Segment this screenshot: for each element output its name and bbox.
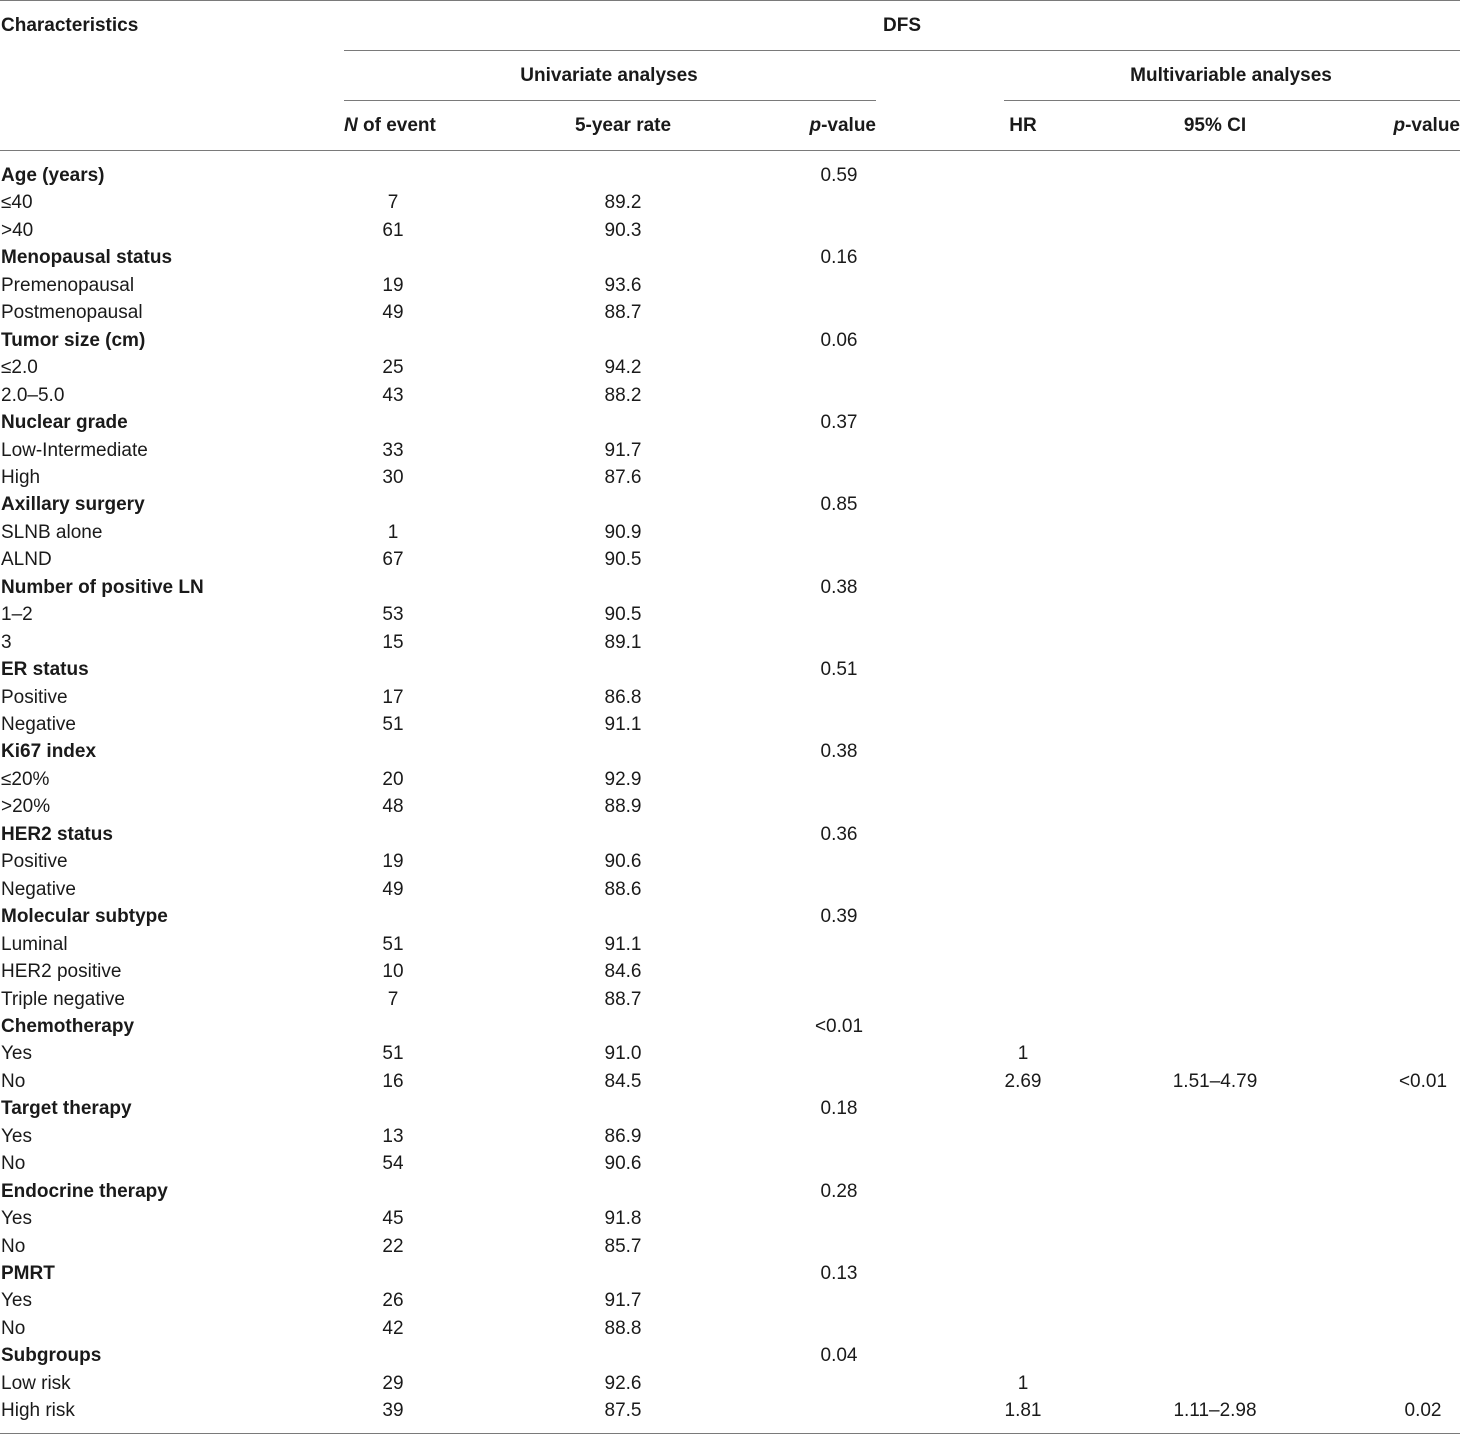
category-label: Molecular subtype <box>1 906 168 927</box>
hr-cell: 1 <box>1017 1373 1029 1394</box>
five-year-rate-cell: 91.7 <box>604 440 642 461</box>
five-year-rate-cell: 90.6 <box>604 1153 642 1174</box>
five-year-rate-cell: 91.1 <box>604 934 642 955</box>
header-hr: HR <box>1009 115 1037 136</box>
category-label: Nuclear grade <box>1 412 128 433</box>
category-label: Target therapy <box>1 1098 132 1119</box>
five-year-rate-cell: 89.2 <box>604 192 642 213</box>
header-pvalue-italic: p <box>1393 115 1406 136</box>
row-label: Negative <box>1 714 76 735</box>
five-year-rate-cell: 88.7 <box>604 302 642 323</box>
five-year-rate-cell: 91.1 <box>604 714 642 735</box>
header-5-year-rate: 5-year rate <box>574 115 672 136</box>
header-bottom-rule <box>0 150 1460 151</box>
multivariable-pvalue: <0.01 <box>1398 1071 1448 1092</box>
univariate-pvalue: 0.28 <box>820 1181 858 1202</box>
n-of-event-cell: 53 <box>382 604 404 625</box>
n-of-event-cell: 16 <box>382 1071 404 1092</box>
row-label: >20% <box>1 796 51 817</box>
univariate-pvalue: 0.38 <box>820 741 858 762</box>
category-label: Endocrine therapy <box>1 1181 168 1202</box>
table-top-rule <box>0 0 1460 1</box>
header-pvalue-multivariable <box>1393 115 1460 137</box>
row-label: ≤20% <box>1 769 50 790</box>
n-of-event-cell: 7 <box>387 192 399 213</box>
five-year-rate-cell: 86.9 <box>604 1126 642 1147</box>
five-year-rate-cell: 85.7 <box>604 1236 642 1257</box>
row-label: Luminal <box>1 934 68 955</box>
univariate-pvalue: 0.38 <box>820 577 858 598</box>
category-label: Menopausal status <box>1 247 173 268</box>
category-label: Subgroups <box>1 1345 102 1366</box>
five-year-rate-cell: 89.1 <box>604 632 642 653</box>
five-year-rate-cell: 88.8 <box>604 1318 642 1339</box>
row-label: Positive <box>1 687 68 708</box>
five-year-rate-cell: 91.7 <box>604 1290 642 1311</box>
header-n-rest: of event <box>357 115 436 136</box>
five-year-rate-cell: 90.6 <box>604 851 642 872</box>
n-of-event-cell: 13 <box>382 1126 404 1147</box>
header-pvalue-italic: p <box>809 115 822 136</box>
univariate-pvalue: 0.13 <box>820 1263 858 1284</box>
univariate-pvalue: 0.36 <box>820 824 858 845</box>
row-label: ≤2.0 <box>1 357 38 378</box>
n-of-event-cell: 39 <box>382 1400 404 1421</box>
header-multivariable: Multivariable analyses <box>1130 65 1332 86</box>
five-year-rate-cell: 86.8 <box>604 687 642 708</box>
row-label: Yes <box>1 1126 32 1147</box>
n-of-event-cell: 1 <box>387 522 399 543</box>
n-of-event-cell: 22 <box>382 1236 404 1257</box>
row-label: High <box>1 467 41 488</box>
header-pvalue-rest: -value <box>821 115 876 136</box>
five-year-rate-cell: 87.5 <box>604 1400 642 1421</box>
category-label: Axillary surgery <box>1 494 145 515</box>
five-year-rate-cell: 84.5 <box>604 1071 642 1092</box>
category-label: Number of positive LN <box>1 577 204 598</box>
row-label: Postmenopausal <box>1 302 143 323</box>
hr-cell: 1.81 <box>1004 1400 1042 1421</box>
n-of-event-cell: 20 <box>382 769 404 790</box>
five-year-rate-cell: 92.9 <box>604 769 642 790</box>
five-year-rate-cell: 90.5 <box>604 549 642 570</box>
five-year-rate-cell: 84.6 <box>604 961 642 982</box>
univariate-pvalue: 0.16 <box>820 247 858 268</box>
five-year-rate-cell: 87.6 <box>604 467 642 488</box>
five-year-rate-cell: 90.9 <box>604 522 642 543</box>
n-of-event-cell: 54 <box>382 1153 404 1174</box>
row-label: HER2 positive <box>1 961 122 982</box>
n-of-event-cell: 25 <box>382 357 404 378</box>
univariate-pvalue: 0.39 <box>820 906 858 927</box>
header-dfs: DFS <box>883 15 921 36</box>
row-label: No <box>1 1153 26 1174</box>
n-of-event-cell: 26 <box>382 1290 404 1311</box>
n-of-event-cell: 51 <box>382 1043 404 1064</box>
n-of-event-cell: 7 <box>387 989 399 1010</box>
univariate-pvalue: 0.06 <box>820 330 858 351</box>
n-of-event-cell: 49 <box>382 879 404 900</box>
header-pvalue-rest: -value <box>1405 115 1460 136</box>
n-of-event-cell: 15 <box>382 632 404 653</box>
row-label: 1–2 <box>1 604 33 625</box>
row-label: Yes <box>1 1043 32 1064</box>
row-label: Triple negative <box>1 989 125 1010</box>
dfs-underline <box>344 50 1460 51</box>
row-label: 3 <box>1 632 12 653</box>
hr-cell: 1 <box>1017 1043 1029 1064</box>
n-of-event-cell: 19 <box>382 275 404 296</box>
category-label: ER status <box>1 659 89 680</box>
n-of-event-cell: 30 <box>382 467 404 488</box>
header-n-of-event <box>344 115 436 137</box>
n-of-event-cell: 29 <box>382 1373 404 1394</box>
n-of-event-cell: 67 <box>382 549 404 570</box>
category-label: Ki67 index <box>1 741 97 762</box>
row-label: ALND <box>1 549 52 570</box>
univariate-pvalue: 0.18 <box>820 1098 858 1119</box>
n-of-event-cell: 51 <box>382 934 404 955</box>
row-label: >40 <box>1 220 34 241</box>
n-of-event-cell: 33 <box>382 440 404 461</box>
row-label: Positive <box>1 851 68 872</box>
univariate-underline <box>344 100 876 101</box>
n-of-event-cell: 10 <box>382 961 404 982</box>
row-label: Premenopausal <box>1 275 135 296</box>
n-of-event-cell: 43 <box>382 385 404 406</box>
univariate-pvalue: 0.04 <box>820 1345 858 1366</box>
header-characteristics: Characteristics <box>1 15 139 36</box>
header-n-italic: N <box>344 115 358 136</box>
n-of-event-cell: 61 <box>382 220 404 241</box>
row-label: Yes <box>1 1290 32 1311</box>
category-label: HER2 status <box>1 824 113 845</box>
multivariable-pvalue: 0.02 <box>1404 1400 1442 1421</box>
category-label: PMRT <box>1 1263 55 1284</box>
five-year-rate-cell: 91.0 <box>604 1043 642 1064</box>
n-of-event-cell: 49 <box>382 302 404 323</box>
five-year-rate-cell: 93.6 <box>604 275 642 296</box>
row-label: Low risk <box>1 1373 71 1394</box>
row-label: No <box>1 1236 26 1257</box>
n-of-event-cell: 45 <box>382 1208 404 1229</box>
row-label: ≤40 <box>1 192 33 213</box>
n-of-event-cell: 51 <box>382 714 404 735</box>
row-label: 2.0–5.0 <box>1 385 65 406</box>
ci-cell: 1.11–2.98 <box>1173 1400 1257 1421</box>
five-year-rate-cell: 88.2 <box>604 385 642 406</box>
n-of-event-cell: 48 <box>382 796 404 817</box>
table-bottom-rule <box>0 1433 1460 1434</box>
five-year-rate-cell: 90.5 <box>604 604 642 625</box>
row-label: Yes <box>1 1208 32 1229</box>
header-pvalue-univariate <box>809 115 876 137</box>
univariate-pvalue: 0.51 <box>820 659 858 680</box>
row-label: No <box>1 1318 26 1339</box>
five-year-rate-cell: 88.7 <box>604 989 642 1010</box>
row-label: No <box>1 1071 26 1092</box>
category-label: Chemotherapy <box>1 1016 135 1037</box>
multivariable-underline <box>1004 100 1460 101</box>
n-of-event-cell: 17 <box>382 687 404 708</box>
row-label: SLNB alone <box>1 522 103 543</box>
n-of-event-cell: 42 <box>382 1318 404 1339</box>
univariate-pvalue: 0.37 <box>820 412 858 433</box>
hr-cell: 2.69 <box>1004 1071 1042 1092</box>
five-year-rate-cell: 90.3 <box>604 220 642 241</box>
univariate-pvalue: 0.85 <box>820 494 858 515</box>
five-year-rate-cell: 91.8 <box>604 1208 642 1229</box>
header-univariate: Univariate analyses <box>520 65 698 86</box>
univariate-pvalue: 0.59 <box>820 165 858 186</box>
header-95-ci: 95% CI <box>1183 115 1247 136</box>
univariate-pvalue: <0.01 <box>814 1016 864 1037</box>
five-year-rate-cell: 88.6 <box>604 879 642 900</box>
category-label: Age (years) <box>1 165 105 186</box>
category-label: Tumor size (cm) <box>1 330 146 351</box>
five-year-rate-cell: 88.9 <box>604 796 642 817</box>
five-year-rate-cell: 94.2 <box>604 357 642 378</box>
ci-cell: 1.51–4.79 <box>1172 1071 1258 1092</box>
row-label: Negative <box>1 879 76 900</box>
row-label: High risk <box>1 1400 75 1421</box>
five-year-rate-cell: 92.6 <box>604 1373 642 1394</box>
n-of-event-cell: 19 <box>382 851 404 872</box>
row-label: Low-Intermediate <box>1 440 148 461</box>
